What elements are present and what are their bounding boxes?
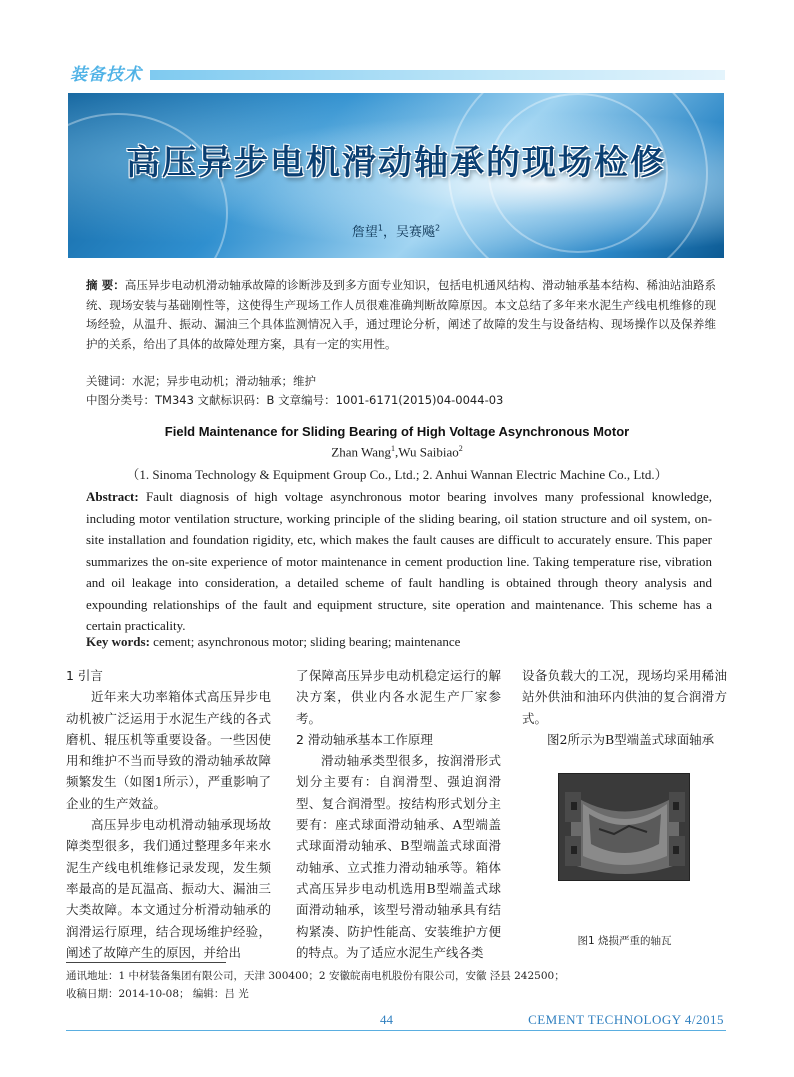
figure-1-bearing-photo (558, 773, 690, 881)
english-author-1-affil: 1 (390, 444, 395, 453)
page-number: 44 (380, 1012, 393, 1027)
abstract-cn-text: 高压异步电动机滑动轴承故障的诊断涉及到多方面专业知识，包括电机通风结构、滑动轴承基本结构、稀油站油路系统、现场安装与基础刚性等，这使得生产现场工作人员很难准确判断故障原因。本文总结了多年来水泥生产线电机维修的现场经验，从温升、振动、漏油三个具体监测情况入手，通过理论分析，阐述了故障的发生与设备结构、现场操作以及保养维护的关系，给出了具体的故障处理方案，具有一定的实用性。 (86, 278, 716, 351)
english-keywords-label: Key words: (86, 634, 150, 649)
footnote-received: 收稿日期：2014-10-08； 编辑：吕 光 (66, 988, 249, 1000)
section-tag: 装备技术 (70, 65, 142, 85)
classification-line: 中图分类号：TM343 文献标识码：B 文章编号：1001-6171(2015)04-0044-03 (86, 393, 504, 407)
english-keywords (86, 632, 712, 652)
keywords-cn-text: 水泥；异步电动机；滑动轴承；维护 (132, 374, 316, 388)
body-column-3 (522, 665, 727, 750)
keywords-cn-label: 关键词： (86, 374, 132, 388)
paragraph: 高压异步电动机滑动轴承现场故障类型很多，我们通过整理多年来水泥生产线电机维修记录发现，发生频率最高的是瓦温高、振动大、漏油三大类故障。本文通过分析滑动轴承的润滑运行原理，结合现场维护经验，阐述了故障产生的原因，并给出 (66, 817, 271, 960)
english-abstract-text: Fault diagnosis of high voltage asynchronous motor bearing involves many professional knowledge, including motor ventilation structure, working principle of the sliding bearing, oil station structure and oil system, on-site installation and foundation rigidity, etc, which makes the fault causes are difficult to accurately ensure. This paper summarizes the on-site experience of motor maintenance in cement production line. Taking temperature rise, vibration and oil leakage into consideration, a detailed scheme of fault handling is obtained through theory analysis and expounding relationships of the fault and equipment structure, site operation and maintenance. This scheme has a certain practicality. (86, 489, 712, 633)
author-separator: ，吴赛飚 (383, 225, 436, 240)
english-abstract (86, 486, 712, 637)
abstract-cn (86, 276, 716, 354)
paragraph: 近年来大功率箱体式高压异步电动机被广泛运用于水泥生产线的各式磨机、辊压机等重要设备。一些因使用和维护不当而导致的滑动轴承故障频繁发生（如图1所示），严重影响了企业的生产效益。 (66, 689, 271, 811)
paragraph: 了保障高压异步电动机稳定运行的解决方案，供业内各水泥生产厂家参考。 (296, 668, 501, 726)
footer-rule (66, 1030, 726, 1031)
author-1: 詹望 (351, 225, 378, 240)
author-2-affil: 2 (435, 223, 441, 233)
section-1-heading: 1 引言 (66, 668, 103, 683)
english-author-separator: ,Wu Saibiao (394, 444, 459, 460)
paragraph: 设备负载大的工况，现场均采用稀油站外供油和油环内供油的复合润滑方式。 (522, 668, 727, 726)
authors-cn (68, 221, 724, 240)
author-1-affil: 1 (377, 223, 383, 233)
english-author-2-affil: 2 (458, 444, 463, 453)
english-abstract-label: Abstract: (86, 489, 139, 504)
english-affiliation: （1. Sinoma Technology & Equipment Group Co., Ltd.; 2. Anhui Wannan Electric Machine Co., Ltd.） (126, 467, 668, 482)
page-title: 高压异步电机滑动轴承的现场检修 (126, 143, 666, 183)
footnote-rule (66, 962, 226, 963)
journal-name: CEMENT TECHNOLOGY 4/2015 (528, 1012, 724, 1027)
footnote-address: 通讯地址：1 中材装备集团有限公司，天津 300400；2 安徽皖南电机股份有限公司，安徽 泾县 242500； (66, 970, 565, 982)
keywords-cn (86, 372, 716, 391)
burned-bearing-illustration (559, 774, 690, 881)
section-tag-bar (150, 70, 725, 80)
body-column-1 (66, 665, 271, 963)
section-2-heading: 2 滑动轴承基本工作原理 (296, 731, 433, 747)
paragraph: 滑动轴承类型很多，按润滑形式划分主要有：自润滑型、强迫润滑型、复合润滑型。按结构形式划分主要有：座式球面滑动轴承、A型端盖式球面滑动轴承、B型端盖式球面滑动轴承、立式推力滑动轴承等。箱体式高压异步电动机选用B型端盖式球面滑动轴承，该型号滑动轴承具有结构紧凑、防护性能高、安装维护方便的特点。为了适应水泥生产线各类 (296, 753, 501, 960)
body-column-2 (296, 665, 501, 963)
abstract-cn-label: 摘 要： (86, 278, 125, 292)
paragraph: 图2所示为B型端盖式球面轴承 (547, 731, 715, 747)
english-authors (0, 444, 794, 460)
english-author-1: Zhan Wang (331, 444, 391, 460)
english-keywords-text: cement; asynchronous motor; sliding bearing; maintenance (149, 634, 461, 649)
title-banner (68, 93, 724, 258)
english-title: Field Maintenance for Sliding Bearing of High Voltage Asynchronous Motor (164, 424, 630, 439)
figure-1-caption: 图1 烧损严重的轴瓦 (577, 935, 672, 947)
